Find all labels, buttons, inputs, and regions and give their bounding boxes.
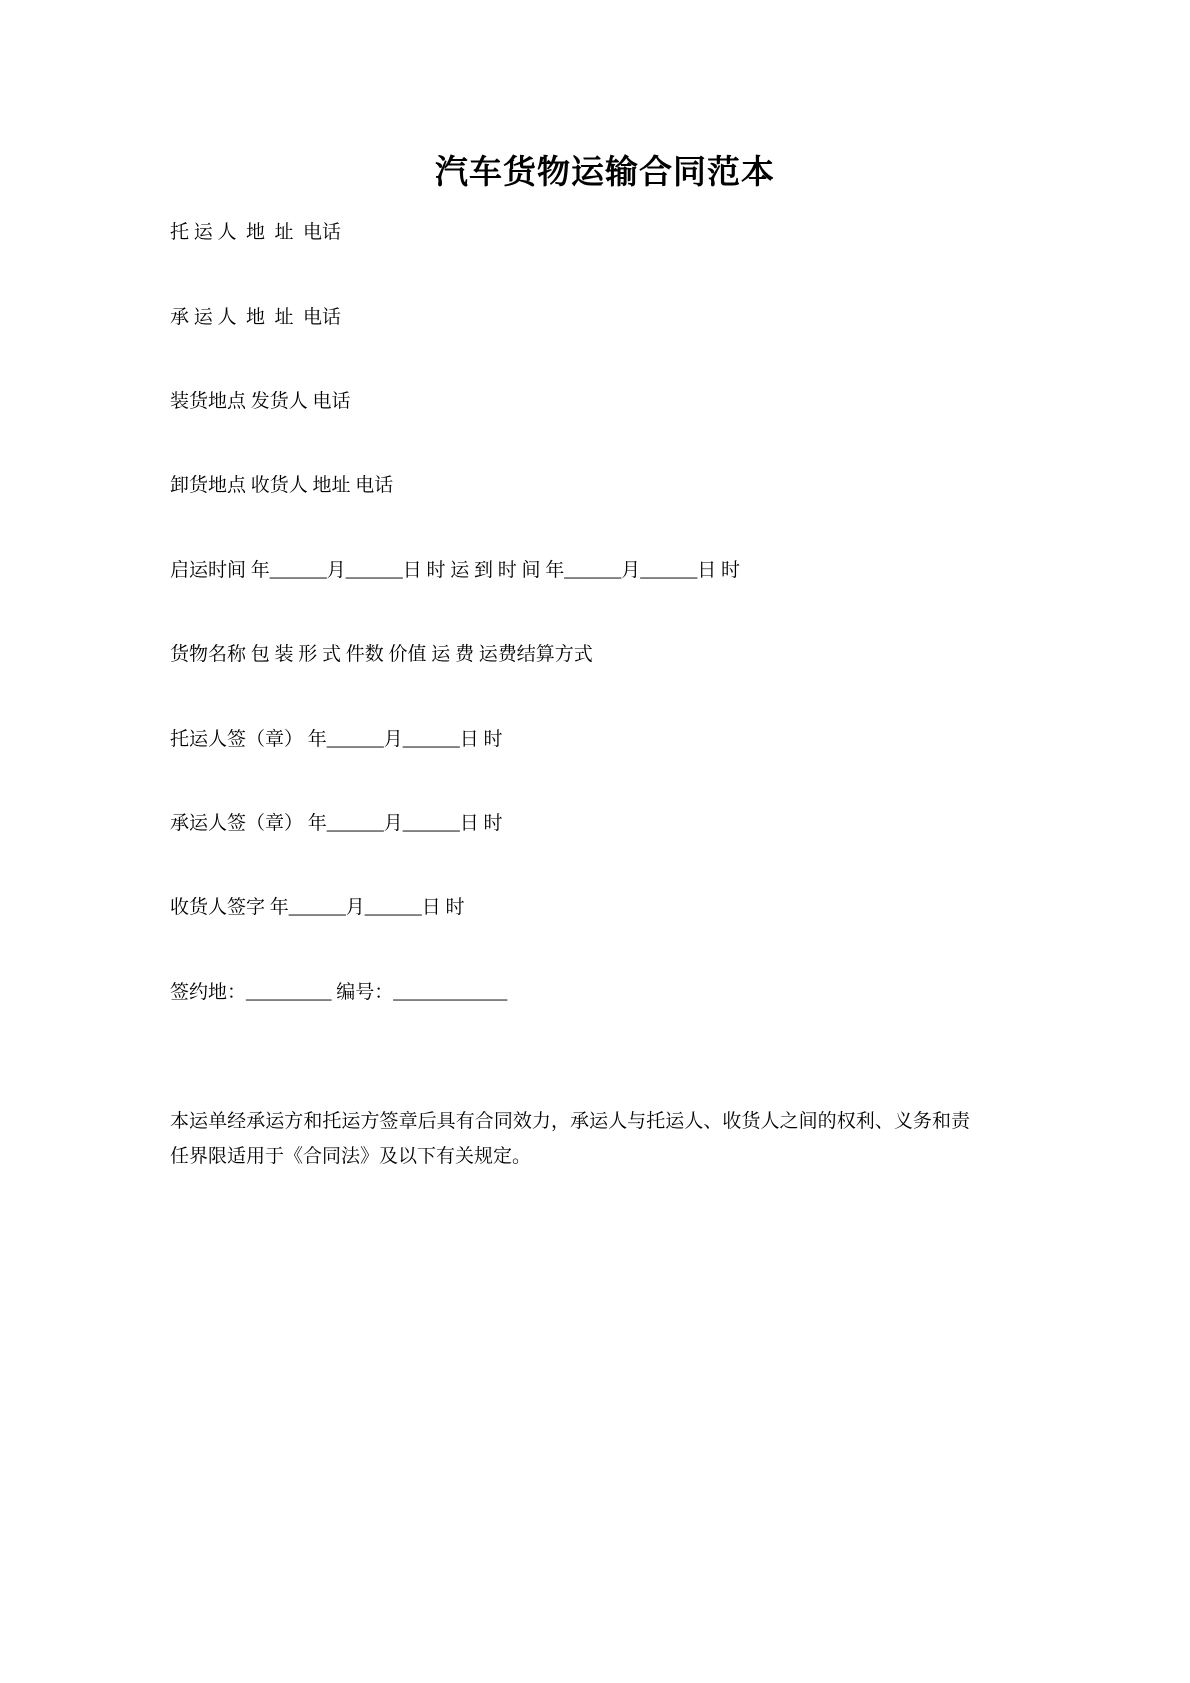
field-line-departure-arrival-time: 启运时间 年______月______日 时 运 到 时 间 年______月______日 时	[170, 559, 741, 581]
field-line-consignee-signature: 收货人签字 年______月______日 时	[170, 897, 465, 919]
field-line-signing-place-and-number: 签约地：_________ 编号：____________	[170, 981, 508, 1003]
document-body	[170, 218, 1040, 1174]
field-line-goods-info: 货物名称 包 装 形 式 件数 价值 运 费 运费结算方式	[170, 644, 593, 666]
closing-paragraph: 本运单经承运方和托运方签章后具有合同效力，承运人与托运人、收货人之间的权利、义务和责任界限适用于《合同法》及以下有关规定。	[170, 1111, 970, 1168]
field-line-carrier: 承 运 人 地 址 电话	[170, 306, 342, 328]
field-line-carrier-signature: 承运人签（章） 年______月______日 时	[170, 812, 503, 834]
field-line-consignor-signature: 托运人签（章） 年______月______日 时	[170, 728, 503, 750]
field-line-unloading-place: 卸货地点 收货人 地址 电话	[170, 475, 394, 497]
page-title: 汽车货物运输合同范本	[435, 155, 775, 191]
field-line-loading-place: 装货地点 发货人 电话	[170, 390, 351, 412]
field-line-consignor: 托 运 人 地 址 电话	[170, 222, 342, 244]
